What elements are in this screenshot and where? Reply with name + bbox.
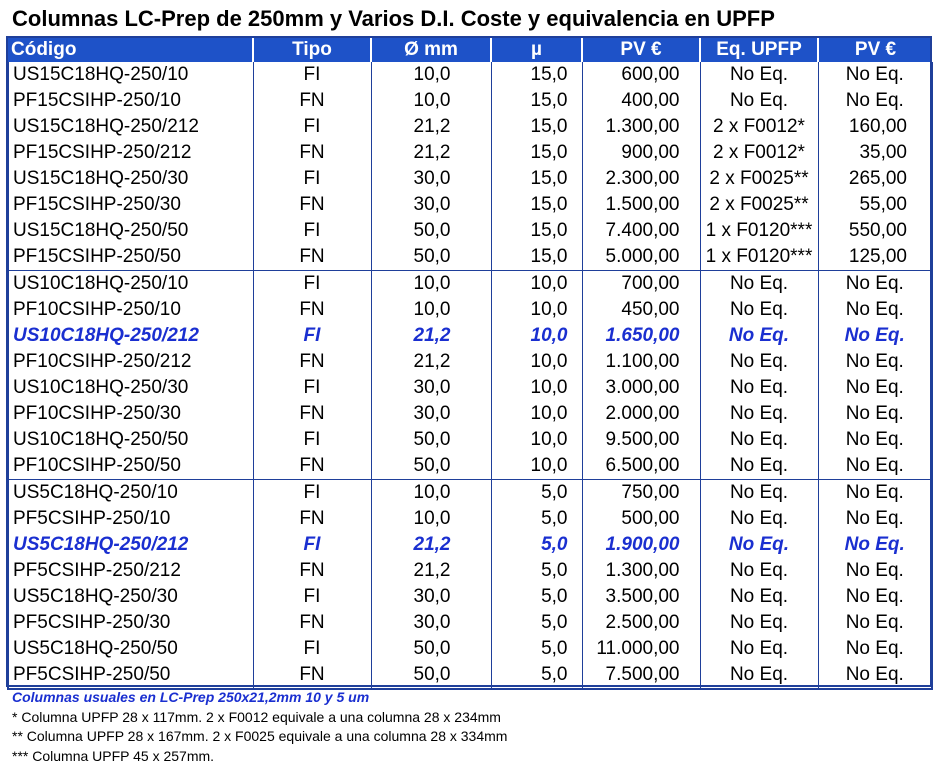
cell-eq-upfp: No Eq. [700, 323, 818, 349]
cell-tipo: FN [253, 297, 371, 323]
cell-tipo: FI [253, 480, 371, 507]
cell-price-upfp: 55,00 [818, 192, 932, 218]
cell-tipo: FN [253, 349, 371, 375]
table-row [8, 480, 932, 507]
cell-codigo: PF15CSIHP-250/30 [13, 194, 181, 215]
cell-particle-size: 10,0 [491, 427, 582, 453]
cell-codigo: PF5CSIHP-250/30 [13, 612, 171, 633]
cell-price: 750,00 [582, 480, 700, 507]
cell-diameter: 50,0 [371, 662, 491, 689]
cell-particle-size: 15,0 [491, 244, 582, 271]
cell-codigo: US10C18HQ-250/10 [13, 273, 189, 294]
cell-particle-size: 10,0 [491, 401, 582, 427]
cell-eq-upfp: No Eq. [700, 636, 818, 662]
table-row [8, 662, 932, 689]
cell-tipo: FI [253, 62, 371, 88]
cell-diameter: 30,0 [371, 401, 491, 427]
cell-tipo: FN [253, 506, 371, 532]
cell-tipo: FI [253, 114, 371, 140]
table-row [8, 271, 932, 298]
cell-diameter: 50,0 [371, 636, 491, 662]
cell-particle-size: 5,0 [491, 532, 582, 558]
cell-price: 2.500,00 [582, 610, 700, 636]
cell-codigo: US5C18HQ-250/50 [13, 638, 178, 659]
cell-diameter: 10,0 [371, 62, 491, 88]
cell-price-upfp: No Eq. [818, 558, 932, 584]
cell-codigo: PF5CSIHP-250/10 [13, 508, 171, 529]
header-eq-upfp: Eq. UPFP [700, 37, 818, 62]
page-title: Columnas LC-Prep de 250mm y Varios D.I. Coste y equivalencia en UPFP [12, 6, 775, 31]
cell-diameter: 50,0 [371, 427, 491, 453]
table-body [8, 62, 932, 689]
cell-price: 1.100,00 [582, 349, 700, 375]
cell-eq-upfp: No Eq. [700, 584, 818, 610]
cell-diameter: 21,2 [371, 558, 491, 584]
cell-particle-size: 5,0 [491, 610, 582, 636]
cell-eq-upfp: No Eq. [700, 271, 818, 298]
cell-eq-upfp: 2 x F0012* [700, 140, 818, 166]
cell-price: 3.500,00 [582, 584, 700, 610]
table-row [8, 114, 932, 140]
cell-particle-size: 10,0 [491, 453, 582, 480]
header-price: PV € [582, 37, 700, 62]
cell-price: 5.000,00 [582, 244, 700, 271]
header-tipo: Tipo [253, 37, 371, 62]
cell-diameter: 50,0 [371, 218, 491, 244]
cell-diameter: 21,2 [371, 323, 491, 349]
cell-tipo: FN [253, 244, 371, 271]
cell-codigo: PF15CSIHP-250/10 [13, 90, 181, 111]
cell-codigo: US15C18HQ-250/10 [13, 64, 189, 85]
cell-particle-size: 15,0 [491, 114, 582, 140]
cell-codigo: US15C18HQ-250/212 [13, 116, 199, 137]
cell-price: 7.500,00 [582, 662, 700, 689]
cell-codigo: PF10CSIHP-250/10 [13, 299, 181, 320]
cell-price-upfp: 160,00 [818, 114, 932, 140]
cell-price: 600,00 [582, 62, 700, 88]
cell-price: 1.900,00 [582, 532, 700, 558]
cell-price-upfp: No Eq. [818, 62, 932, 88]
cell-diameter: 30,0 [371, 192, 491, 218]
footnote-1: * Columna UPFP 28 x 117mm. 2 x F0012 equivale a una columna 28 x 234mm [12, 708, 501, 725]
table-row [8, 401, 932, 427]
cell-diameter: 10,0 [371, 506, 491, 532]
cell-eq-upfp: No Eq. [700, 662, 818, 689]
cell-particle-size: 10,0 [491, 297, 582, 323]
cell-codigo: US15C18HQ-250/50 [13, 220, 189, 241]
cell-tipo: FN [253, 453, 371, 480]
header-row [8, 37, 932, 62]
cell-particle-size: 15,0 [491, 88, 582, 114]
table-row [8, 532, 932, 558]
cell-particle-size: 5,0 [491, 480, 582, 507]
table-row [8, 88, 932, 114]
cell-diameter: 10,0 [371, 88, 491, 114]
cell-tipo: FI [253, 584, 371, 610]
cell-diameter: 10,0 [371, 271, 491, 298]
cell-particle-size: 15,0 [491, 62, 582, 88]
cell-tipo: FN [253, 558, 371, 584]
cell-particle-size: 5,0 [491, 662, 582, 689]
cell-eq-upfp: No Eq. [700, 558, 818, 584]
cell-diameter: 50,0 [371, 244, 491, 271]
table-row [8, 584, 932, 610]
cell-tipo: FI [253, 636, 371, 662]
cell-price: 900,00 [582, 140, 700, 166]
cell-price-upfp: No Eq. [818, 349, 932, 375]
cell-price-upfp: No Eq. [818, 453, 932, 480]
cell-particle-size: 5,0 [491, 584, 582, 610]
cell-price: 1.650,00 [582, 323, 700, 349]
cell-price: 500,00 [582, 506, 700, 532]
header-particle-size: µ [491, 37, 582, 62]
cell-tipo: FN [253, 662, 371, 689]
cell-diameter: 30,0 [371, 584, 491, 610]
cell-diameter: 30,0 [371, 610, 491, 636]
cell-diameter: 21,2 [371, 114, 491, 140]
footnote-3: *** Columna UPFP 45 x 257mm. [12, 747, 215, 764]
cell-codigo: PF15CSIHP-250/50 [8, 244, 253, 271]
cell-particle-size: 5,0 [491, 558, 582, 584]
cell-codigo: US15C18HQ-250/30 [13, 168, 189, 189]
cell-particle-size: 10,0 [491, 271, 582, 298]
cell-codigo: PF10CSIHP-250/30 [13, 403, 181, 424]
cell-particle-size: 15,0 [491, 218, 582, 244]
cell-price-upfp: No Eq. [818, 480, 932, 507]
cell-price: 1.300,00 [582, 558, 700, 584]
price-table [7, 37, 933, 690]
table-row [8, 610, 932, 636]
table-row [8, 244, 932, 271]
cell-codigo: PF10CSIHP-250/212 [13, 351, 192, 372]
cell-price-upfp: No Eq. [818, 506, 932, 532]
cell-eq-upfp: No Eq. [700, 349, 818, 375]
cell-codigo: US5C18HQ-250/10 [13, 482, 178, 503]
cell-price-upfp: 35,00 [818, 140, 932, 166]
footnote-2: ** Columna UPFP 28 x 167mm. 2 x F0025 equivale a una columna 28 x 334mm [12, 728, 508, 744]
table-row [8, 453, 932, 480]
table-row [8, 558, 932, 584]
cell-tipo: FI [253, 532, 371, 558]
cell-diameter: 30,0 [371, 375, 491, 401]
table-row [8, 427, 932, 453]
cell-eq-upfp: No Eq. [700, 610, 818, 636]
header-diameter: Ø mm [371, 37, 491, 62]
cell-price-upfp: No Eq. [818, 610, 932, 636]
table-row [8, 140, 932, 166]
cell-price-upfp: No Eq. [818, 88, 932, 114]
cell-diameter: 21,2 [371, 349, 491, 375]
cell-eq-upfp: No Eq. [700, 88, 818, 114]
cell-tipo: FN [253, 610, 371, 636]
cell-eq-upfp: No Eq. [700, 506, 818, 532]
cell-eq-upfp: No Eq. [700, 532, 818, 558]
cell-eq-upfp: No Eq. [700, 401, 818, 427]
cell-price-upfp: No Eq. [818, 636, 932, 662]
cell-price-upfp: No Eq. [818, 271, 932, 298]
table-row [8, 166, 932, 192]
cell-price-upfp: 265,00 [818, 166, 932, 192]
cell-price: 7.400,00 [582, 218, 700, 244]
cell-particle-size: 10,0 [491, 375, 582, 401]
cell-eq-upfp: No Eq. [700, 297, 818, 323]
cell-price-upfp: 550,00 [818, 218, 932, 244]
cell-eq-upfp: No Eq. [700, 427, 818, 453]
cell-tipo: FI [253, 271, 371, 298]
cell-price: 2.000,00 [582, 401, 700, 427]
cell-codigo: US10C18HQ-250/50 [13, 429, 189, 450]
cell-eq-upfp: 2 x F0025** [700, 192, 818, 218]
table-row [8, 62, 932, 88]
cell-particle-size: 10,0 [491, 349, 582, 375]
table-row [8, 192, 932, 218]
cell-tipo: FN [253, 140, 371, 166]
table-row [8, 375, 932, 401]
cell-tipo: FI [253, 166, 371, 192]
cell-eq-upfp: No Eq. [700, 375, 818, 401]
cell-codigo: US5C18HQ-250/212 [13, 534, 189, 555]
cell-eq-upfp: 1 x F0120*** [700, 218, 818, 244]
table-row [8, 297, 932, 323]
cell-price-upfp: No Eq. [818, 297, 932, 323]
cell-diameter: 21,2 [371, 532, 491, 558]
cell-tipo: FI [253, 375, 371, 401]
cell-diameter: 10,0 [371, 480, 491, 507]
cell-price: 700,00 [582, 271, 700, 298]
cell-price-upfp: No Eq. [818, 662, 932, 689]
cell-price-upfp: No Eq. [818, 427, 932, 453]
cell-tipo: FI [253, 323, 371, 349]
cell-diameter: 50,0 [371, 453, 491, 480]
cell-price: 2.300,00 [582, 166, 700, 192]
cell-tipo: FN [253, 88, 371, 114]
cell-codigo: PF15CSIHP-250/212 [13, 142, 192, 163]
cell-particle-size: 5,0 [491, 506, 582, 532]
cell-particle-size: 15,0 [491, 192, 582, 218]
cell-diameter: 30,0 [371, 166, 491, 192]
cell-codigo: US10C18HQ-250/30 [13, 377, 189, 398]
cell-price: 3.000,00 [582, 375, 700, 401]
usual-columns-note: Columnas usuales en LC-Prep 250x21,2mm 10 y 5 um [12, 689, 370, 705]
cell-codigo: US10C18HQ-250/212 [13, 325, 199, 346]
cell-eq-upfp: No Eq. [700, 62, 818, 88]
cell-tipo: FN [253, 401, 371, 427]
cell-tipo: FI [253, 218, 371, 244]
cell-eq-upfp: No Eq. [700, 453, 818, 480]
table-row [8, 218, 932, 244]
cell-particle-size: 5,0 [491, 636, 582, 662]
cell-price: 6.500,00 [582, 453, 700, 480]
cell-particle-size: 15,0 [491, 140, 582, 166]
cell-price-upfp: No Eq. [818, 375, 932, 401]
footnotes [12, 688, 507, 766]
cell-codigo: PF10CSIHP-250/50 [8, 453, 253, 480]
table-row [8, 636, 932, 662]
header-codigo: Código [8, 37, 253, 62]
cell-price-upfp: No Eq. [818, 323, 932, 349]
cell-tipo: FI [253, 427, 371, 453]
cell-tipo: FN [253, 192, 371, 218]
header-price-upfp: PV € [818, 37, 932, 62]
cell-price: 9.500,00 [582, 427, 700, 453]
cell-particle-size: 15,0 [491, 166, 582, 192]
cell-price-upfp: No Eq. [818, 584, 932, 610]
table-row [8, 323, 932, 349]
cell-eq-upfp: 2 x F0025** [700, 166, 818, 192]
cell-eq-upfp: 1 x F0120*** [700, 244, 818, 271]
cell-price: 1.500,00 [582, 192, 700, 218]
cell-codigo: PF5CSIHP-250/50 [8, 662, 253, 689]
table-row [8, 349, 932, 375]
cell-eq-upfp: 2 x F0012* [700, 114, 818, 140]
cell-codigo: US5C18HQ-250/30 [13, 586, 178, 607]
cell-particle-size: 10,0 [491, 323, 582, 349]
cell-price-upfp: No Eq. [818, 401, 932, 427]
cell-diameter: 10,0 [371, 297, 491, 323]
table-row [8, 506, 932, 532]
cell-price-upfp: 125,00 [818, 244, 932, 271]
cell-codigo: PF5CSIHP-250/212 [13, 560, 181, 581]
cell-price: 450,00 [582, 297, 700, 323]
cell-price-upfp: No Eq. [818, 532, 932, 558]
cell-diameter: 21,2 [371, 140, 491, 166]
cell-eq-upfp: No Eq. [700, 480, 818, 507]
cell-price: 1.300,00 [582, 114, 700, 140]
cell-price: 400,00 [582, 88, 700, 114]
cell-price: 11.000,00 [582, 636, 700, 662]
